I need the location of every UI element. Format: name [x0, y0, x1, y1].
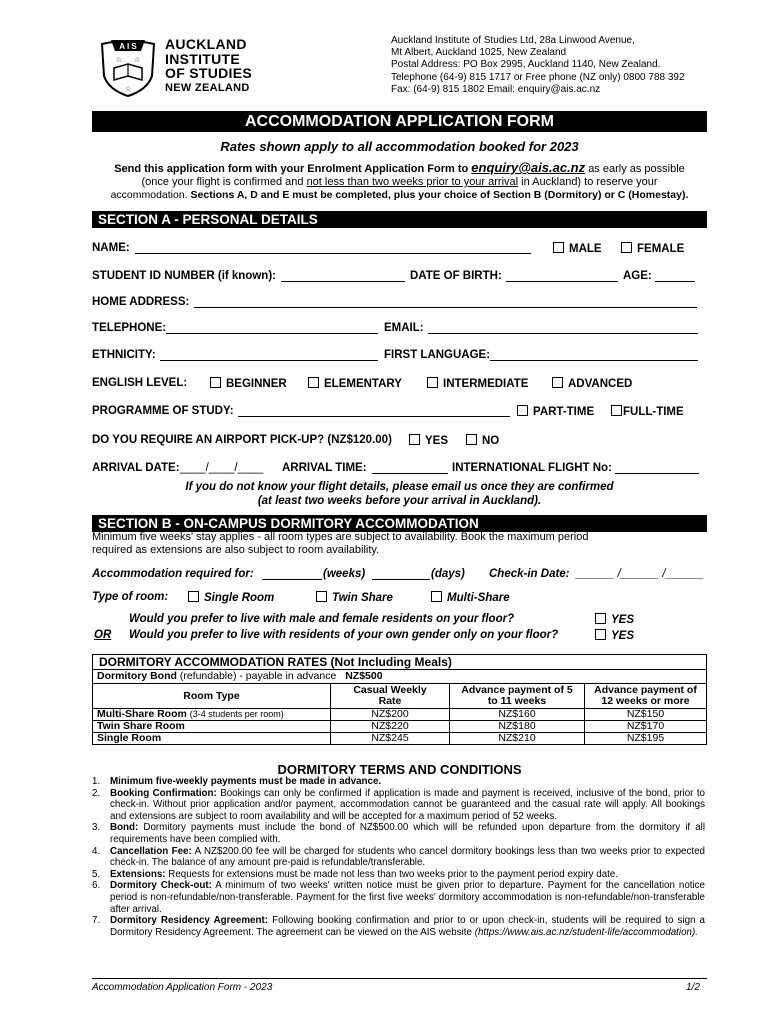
same-yes[interactable]: YES — [595, 629, 634, 642]
intro-line2a: (once your flight is confirmed and — [141, 176, 304, 188]
arrival-date-input[interactable]: ____/____/____ — [180, 462, 264, 474]
checkin-input[interactable]: ______ /______ /______ — [576, 568, 704, 580]
checkbox-icon — [308, 377, 319, 388]
q-mixed: Would you prefer to live with male and female residents on your floor? — [129, 613, 515, 625]
pickup-yes[interactable]: YES — [409, 434, 448, 447]
room-multi[interactable]: Multi-Share — [431, 591, 510, 604]
bond-value: NZ$500 — [345, 670, 383, 682]
student-id-input[interactable] — [281, 270, 405, 282]
pickup-no[interactable]: NO — [466, 434, 499, 447]
checkbox-icon — [316, 591, 327, 602]
telephone-input[interactable] — [166, 322, 378, 334]
acc-required-label: Accommodation required for: — [92, 568, 254, 580]
intro-text — [92, 161, 707, 202]
dob-label: DATE OF BIRTH: — [410, 270, 502, 282]
days-label: (days) — [431, 568, 465, 580]
full-time-option[interactable]: FULL-TIME — [611, 405, 684, 418]
address-line: Telephone (64-9) 815 1717 or Free phone (NZ only) 0800 788 392 — [391, 71, 685, 83]
footer-title: Accommodation Application Form - 2023 — [92, 982, 273, 993]
home-address-label: HOME ADDRESS: — [92, 296, 190, 308]
shield-emblem-icon — [97, 36, 159, 98]
flight-note: If you do not know your flight details, please email us once they are confirmed (at least two weeks before your arrival in Auckland). — [185, 481, 614, 507]
home-address-row — [92, 296, 707, 310]
name-input[interactable] — [135, 242, 531, 254]
first-language-label: FIRST LANGUAGE: — [384, 349, 491, 361]
flight-label: INTERNATIONAL FLIGHT No: — [452, 462, 612, 474]
weeks-input[interactable] — [262, 568, 322, 580]
acc-required-row — [92, 568, 707, 582]
address-line: Mt Albert, Auckland 1025, New Zealand — [391, 47, 567, 59]
female-option[interactable]: FEMALE — [621, 242, 684, 255]
logo-line: OF STUDIES — [165, 65, 253, 81]
intro-asap: as early as possible — [588, 163, 685, 175]
rates-table — [92, 654, 707, 745]
table-row: Multi-Share Room (3-4 students per room) NZ$200 NZ$160 NZ$150 — [93, 709, 707, 721]
ethnicity-input[interactable] — [160, 349, 378, 361]
enquiry-email-link[interactable]: enquiry@ais.ac.nz — [471, 160, 586, 175]
intro-line2b: in Auckland) to reserve your — [521, 176, 658, 188]
programme-input[interactable] — [238, 405, 510, 417]
flight-input[interactable] — [615, 462, 699, 474]
list-item: 6. Dormitory Check-out: A minimum of two weeks' written notice must be given prior to departure. Payment for the cancellation notice period is non-refundable/non-transferable. Payment for the first five weeks' dormitory accommodation is non-refundable/non-transferable after arrival. — [92, 880, 706, 915]
arrival-date-label: ARRIVAL DATE: — [92, 462, 180, 474]
programme-label: PROGRAMME OF STUDY: — [92, 405, 234, 417]
svg-text:☆: ☆ — [124, 86, 132, 93]
home-address-input[interactable] — [194, 296, 697, 308]
first-language-input[interactable] — [490, 349, 698, 361]
name-label: NAME: — [92, 242, 130, 254]
col-casual: Casual Weekly Rate — [331, 684, 450, 709]
intro-line3b: Sections A, D and E must be completed, plus your choice of Section B (Dormitory) or C (Homestay). — [190, 189, 689, 201]
section-b-title: SECTION B - ON-CAMPUS DORMITORY ACCOMMODATION — [92, 515, 707, 532]
svg-text:☆: ☆ — [115, 57, 123, 64]
checkbox-icon — [427, 377, 438, 388]
days-input[interactable] — [372, 568, 430, 580]
svg-text:☆: ☆ — [133, 57, 141, 64]
pickup-row — [92, 434, 707, 448]
arrival-time-label: ARRIVAL TIME: — [282, 462, 367, 474]
english-level-row — [92, 377, 707, 391]
ethnicity-row — [92, 349, 707, 363]
contact-row — [92, 322, 707, 336]
part-time-option[interactable]: PART-TIME — [517, 405, 594, 418]
bond-label: Dormitory Bond — [97, 670, 177, 682]
checkbox-icon — [210, 377, 221, 388]
table-row: Twin Share Room NZ$220 NZ$180 NZ$170 — [93, 721, 707, 733]
footer-divider — [92, 978, 707, 979]
q-same: Would you prefer to live with residents of your own gender only on your floor? — [129, 629, 559, 641]
same-gender-row — [92, 629, 707, 643]
intro-line3a: accommodation. — [110, 189, 188, 201]
col-room-type: Room Type — [93, 684, 331, 709]
age-label: AGE: — [623, 270, 652, 282]
checkbox-icon — [595, 613, 606, 624]
room-type-label: Type of room: — [92, 591, 169, 603]
pickup-label: DO YOU REQUIRE AN AIRPORT PICK-UP? (NZ$120.00) — [92, 434, 392, 446]
list-item: 4. Cancellation Fee: A NZ$200.00 fee will be charged for students who cancel dormitory bookings less than two weeks prior to expected check-in. The balance of any amount pre-paid is refundable/transferable. — [92, 845, 705, 869]
student-id-row — [92, 270, 707, 284]
programme-row — [92, 405, 707, 419]
checkbox-icon — [431, 591, 442, 602]
checkbox-icon — [552, 377, 563, 388]
logo-line: INSTITUTE — [165, 50, 241, 67]
room-twin[interactable]: Twin Share — [316, 591, 393, 604]
level-beginner[interactable]: BEGINNER — [210, 377, 287, 390]
arrival-row — [92, 462, 707, 476]
female-checkbox[interactable] — [621, 242, 632, 253]
ais-logo — [97, 36, 267, 98]
checkbox-icon — [517, 405, 528, 416]
logo-line: NEW ZEALAND — [165, 81, 250, 94]
checkbox-icon — [466, 434, 477, 445]
address-line: Auckland Institute of Studies Ltd, 28a Linwood Avenue, — [391, 35, 635, 46]
intro-line2u: not less than two weeks prior to your arrival — [306, 176, 519, 188]
address-block — [391, 35, 685, 96]
rates-title: DORMITORY ACCOMMODATION RATES (Not Including Meals) — [93, 655, 707, 670]
terms-title: DORMITORY TERMS AND CONDITIONS — [277, 762, 522, 777]
list-item: 7. Dormitory Residency Agreement: Following booking confirmation and prior to or upon check-in, students will be required to sign a Dormitory Residency Agreement. The agreement can be viewed on the AIS website (https://www.ais.ac.nz/student-life/accommodation). — [92, 915, 705, 938]
mixed-yes[interactable]: YES — [595, 613, 634, 626]
dob-input[interactable] — [506, 270, 618, 282]
col-adv5: Advance payment of 5 to 11 weeks — [450, 684, 585, 709]
mixed-gender-row — [92, 613, 707, 627]
form-title: ACCOMMODATION APPLICATION FORM — [92, 111, 707, 132]
address-line: Postal Address: PO Box 2995, Auckland 1140, New Zealand. — [391, 59, 661, 71]
english-level-label: ENGLISH LEVEL: — [92, 377, 188, 389]
section-a-title: SECTION A - PERSONAL DETAILS — [92, 211, 707, 228]
name-row — [92, 242, 707, 256]
weeks-label: (weeks) — [323, 568, 366, 580]
arrival-time-input[interactable] — [372, 462, 448, 474]
checkbox-icon — [409, 434, 420, 445]
email-input[interactable] — [428, 322, 698, 334]
form-subtitle: Rates shown apply to all accommodation booked for 2023 — [220, 139, 579, 154]
checkbox-icon — [611, 405, 622, 416]
page-number: 1/2 — [686, 982, 700, 993]
terms-list — [92, 776, 705, 938]
student-id-label: STUDENT ID NUMBER (if known): — [92, 270, 276, 282]
or-label: OR — [94, 629, 112, 641]
checkin-label: Check-in Date: — [489, 568, 570, 580]
table-row: Single Room NZ$245 NZ$210 NZ$195 — [93, 733, 707, 745]
telephone-label: TELEPHONE: — [92, 322, 167, 334]
male-option[interactable]: MALE — [553, 242, 602, 255]
address-line: Fax: (64-9) 815 1802 Email: enquiry@ais.ac.nz — [391, 83, 601, 95]
logo-badge-text: A I S — [119, 42, 137, 51]
email-label: EMAIL: — [384, 322, 424, 334]
level-elementary[interactable]: ELEMENTARY — [308, 377, 402, 390]
ais-website-link[interactable]: (https://www.ais.ac.nz/student-life/accommodation). — [474, 926, 698, 938]
list-item: 5. Extensions: Requests for extensions must be made not less than two weeks prior to the payment period expiry date. — [92, 868, 619, 880]
checkbox-icon — [595, 629, 606, 640]
intro-send: Send this application form with your Enrolment Application Form to — [114, 163, 469, 175]
room-single[interactable]: Single Room — [188, 591, 274, 604]
room-type-row — [92, 591, 707, 605]
bond-detail: (refundable) - payable in advance — [179, 670, 337, 682]
col-adv12: Advance payment of 12 weeks or more — [585, 684, 707, 709]
list-item: 3. Bond: Dormitory payments must include the bond of NZ$500.00 which will be refunded upon departure from the dormitory if all requirements have been complied with. — [92, 822, 705, 845]
list-item: 1. Minimum five-weekly payments must be made in advance. — [92, 776, 382, 787]
ethnicity-label: ETHNICITY: — [92, 349, 156, 361]
checkbox-icon — [188, 591, 199, 602]
section-b-desc: Minimum five weeks' stay applies - all room types are subject to availability. Book the maximum period required as extensions are also subject to room availability. — [92, 531, 589, 556]
age-input[interactable] — [655, 270, 695, 282]
male-checkbox[interactable] — [553, 242, 564, 253]
logo-line: AUCKLAND — [165, 36, 247, 52]
level-advanced[interactable]: ADVANCED — [552, 377, 632, 390]
list-item: 2. Booking Confirmation: Bookings can only be confirmed if application is made and payment is received, inclusive of the bond, prior to check-in. Without prior application and/or payment, accommodation cannot be guaranteed and the casual rate will apply. All bookings and extensions are subject to room availability and will be accepted for a maximum period of 52 weeks. — [92, 787, 705, 822]
level-intermediate[interactable]: INTERMEDIATE — [427, 377, 528, 390]
